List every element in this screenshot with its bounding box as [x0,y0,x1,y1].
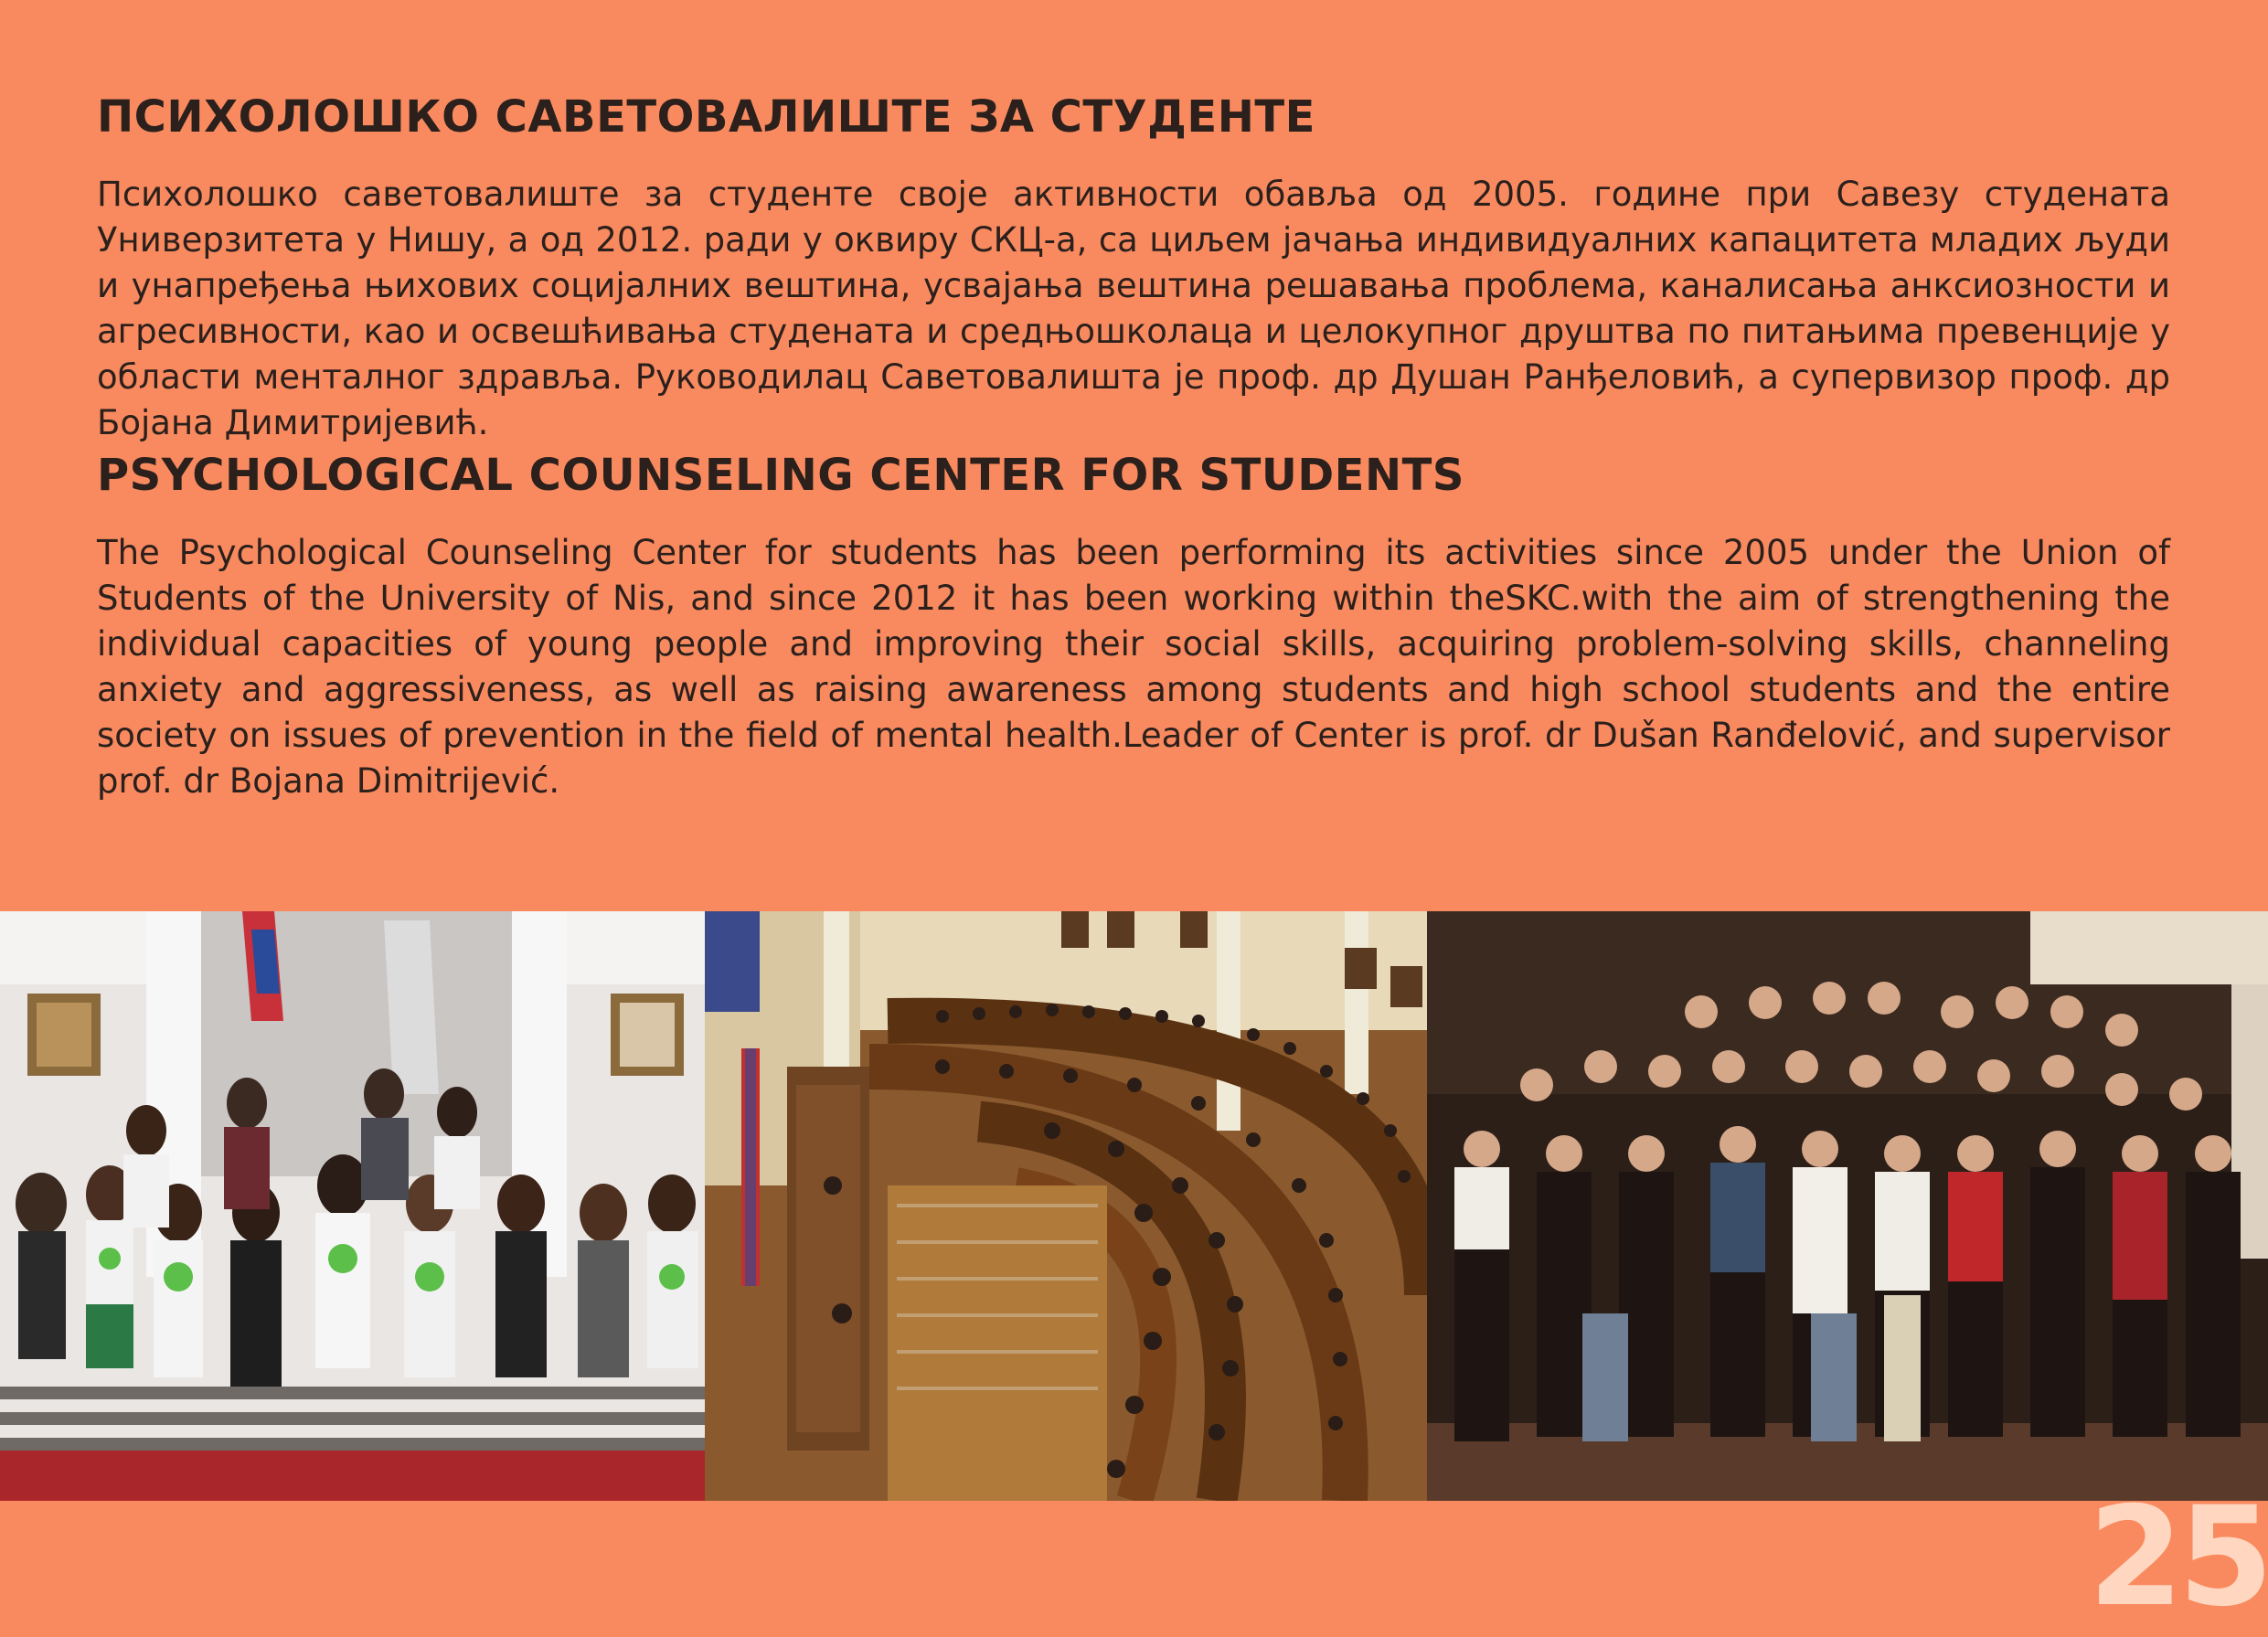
english-title: PSYCHOLOGICAL COUNSELING CENTER FOR STUDENTS [97,450,1464,501]
amphitheater-photo [705,911,1427,1501]
serbian-section [97,90,2170,446]
group-photo-stairs [0,911,705,1501]
group-photo-indoor [1427,911,2268,1501]
english-section [97,448,2170,804]
english-body: The Psychological Counseling Center for students has been performing its activities since 2005 under the Union of Students of the University of Nis, and since 2012 it has been working within theSKC.with the aim of strengthening the individual capacities of young people and improving their social skills, acquiring problem-solving skills, channeling anxiety and aggressiveness, as well as raising awareness among students and high school students and the entire society on issues of prevention in the field of mental health.Leader of Center is prof. dr Dušan Ranđelović, and supervisor prof. dr Bojana Dimitrijević. [97,533,2170,801]
serbian-body: Психолошко саветовалиште за студенте своје активности обавља од 2005. године при Савезу студената Универзитета у Нишу, а од 2012. ради у оквиру СКЦ-а, са циљем јачања индивидуалних капацитета младих људи и унапређења њихових социјалних вештина, усвајања вештина решавања проблема, каналисања анксиозности и агресивности, као и освешћивања студената и средњошколаца и целокупног друштва по питањима превенције у области менталног здравља. Руководилац Саветовалишта је проф. др Душан Ранђеловић, а супервизор проф. др Бојана Димитријевић. [97,175,2170,442]
serbian-title: ПСИХОЛОШКО САВЕТОВАЛИШТЕ ЗА СТУДЕНТЕ [97,91,1315,143]
page-number: 25 [2088,1478,2268,1637]
photo-strip [0,911,2268,1501]
